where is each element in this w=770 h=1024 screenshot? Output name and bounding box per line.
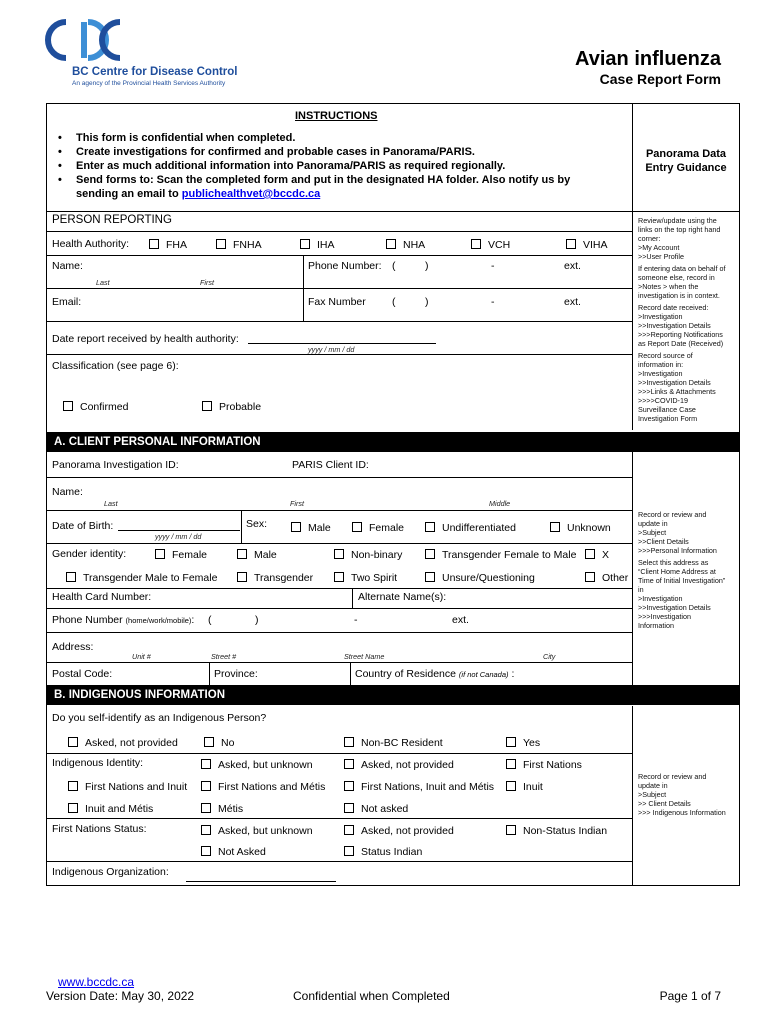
reporter-email-label: Email: bbox=[52, 296, 82, 308]
dob-hint: yyyy / mm / dd bbox=[155, 532, 202, 541]
fn-status-label: First Nations Status: bbox=[52, 823, 147, 835]
indigenous-identity-label: Indigenous Identity: bbox=[52, 757, 144, 769]
fn-status-indian-checkbox[interactable]: Status Indian bbox=[344, 846, 422, 858]
dob-label: Date of Birth: bbox=[52, 520, 114, 532]
ha-fha-checkbox[interactable]: FHA bbox=[149, 239, 187, 251]
ext-label: ext. bbox=[564, 260, 581, 272]
sex-label: Sex: bbox=[246, 518, 268, 530]
gender-tm2f-checkbox[interactable]: Transgender Male to Female bbox=[66, 572, 217, 584]
dash: - bbox=[354, 614, 358, 626]
probable-checkbox[interactable]: Probable bbox=[202, 401, 261, 413]
client-name-label: Name: bbox=[52, 486, 83, 498]
section-a-header: A. CLIENT PERSONAL INFORMATION bbox=[46, 432, 740, 452]
gender-other-checkbox[interactable]: Other bbox=[585, 572, 628, 584]
indigenous-org-field[interactable] bbox=[186, 881, 336, 882]
instructions-list bbox=[50, 131, 630, 201]
identity-fn-metis-checkbox[interactable]: First Nations and Métis bbox=[201, 781, 325, 793]
classification-label: Classification (see page 6): bbox=[52, 360, 179, 372]
postal-code-label: Postal Code: bbox=[52, 668, 113, 680]
dash: - bbox=[491, 296, 495, 308]
client-middle-hint: Middle bbox=[489, 499, 511, 508]
email-prefix: sending an email to bbox=[76, 188, 179, 200]
date-received-label: Date report received by health authority: bbox=[52, 333, 239, 345]
fn-asked-not-provided-checkbox[interactable]: Asked, not provided bbox=[344, 825, 454, 837]
gender-identity-label: Gender identity: bbox=[52, 548, 127, 560]
paren: ) bbox=[255, 614, 259, 626]
version-date: Version Date: May 30, 2022 bbox=[46, 989, 195, 1003]
indigenous-question: Do you self-identify as an Indigenous Person? bbox=[52, 712, 267, 724]
gender-tf2m-checkbox[interactable]: Transgender Female to Male bbox=[425, 549, 576, 561]
gender-female-checkbox[interactable]: Female bbox=[155, 549, 207, 561]
form-title: Avian influenza bbox=[575, 48, 721, 70]
identity-inuit-metis-checkbox[interactable]: Inuit and Métis bbox=[68, 803, 153, 815]
identity-fn-inuit-metis-checkbox[interactable]: First Nations, Inuit and Métis bbox=[344, 781, 494, 793]
selfid-asked-not-provided-checkbox[interactable]: Asked, not provided bbox=[68, 737, 178, 749]
bccdc-logo bbox=[44, 18, 124, 62]
ext-label: ext. bbox=[564, 296, 581, 308]
fn-asked-unknown-checkbox[interactable]: Asked, but unknown bbox=[201, 825, 313, 837]
reporter-fax-label: Fax Number bbox=[308, 296, 366, 308]
identity-asked-not-provided-checkbox[interactable]: Asked, not provided bbox=[344, 759, 454, 771]
date-received-hint: yyyy / mm / dd bbox=[308, 345, 355, 354]
paren: ( bbox=[208, 614, 212, 626]
ha-fnha-checkbox[interactable]: FNHA bbox=[216, 239, 262, 251]
identity-not-asked-checkbox[interactable]: Not asked bbox=[344, 803, 408, 815]
instruction-item: • This form is confidential when completed. bbox=[50, 131, 630, 145]
instructions-heading: INSTRUCTIONS bbox=[295, 110, 378, 122]
reporter-first-hint: First bbox=[200, 278, 214, 287]
instruction-item: • Send forms to: Scan the completed form and put in the designated HA folder. Also notify us by bbox=[50, 173, 630, 187]
sex-female-checkbox[interactable]: Female bbox=[352, 522, 404, 534]
gender-nonbinary-checkbox[interactable]: Non-binary bbox=[334, 549, 402, 561]
sex-unknown-checkbox[interactable]: Unknown bbox=[550, 522, 611, 534]
reporter-phone-label: Phone Number: bbox=[308, 260, 382, 272]
dash: - bbox=[491, 260, 495, 272]
ha-iha-checkbox[interactable]: IHA bbox=[300, 239, 335, 251]
org-tagline: An agency of the Provincial Health Services Authority bbox=[72, 80, 226, 87]
gender-x-checkbox[interactable]: X bbox=[585, 549, 609, 561]
country-label: Country of Residence (if not Canada) : bbox=[355, 668, 515, 680]
org-name: BC Centre for Disease Control bbox=[72, 66, 238, 78]
form-subtitle: Case Report Form bbox=[599, 71, 721, 87]
selfid-non-bc-checkbox[interactable]: Non-BC Resident bbox=[344, 737, 443, 749]
client-first-hint: First bbox=[290, 499, 304, 508]
identity-first-nations-checkbox[interactable]: First Nations bbox=[506, 759, 582, 771]
page-number: Page 1 of 7 bbox=[659, 989, 721, 1003]
ha-nha-checkbox[interactable]: NHA bbox=[386, 239, 425, 251]
selfid-yes-checkbox[interactable]: Yes bbox=[506, 737, 540, 749]
identity-metis-checkbox[interactable]: Métis bbox=[201, 803, 243, 815]
instruction-item: • Enter as much additional information into Panorama/PARIS as required regionally. bbox=[50, 159, 630, 173]
ha-vch-checkbox[interactable]: VCH bbox=[471, 239, 510, 251]
reporter-last-hint: Last bbox=[96, 278, 110, 287]
paris-id-label: PARIS Client ID: bbox=[292, 459, 369, 471]
person-reporting-heading: PERSON REPORTING bbox=[52, 214, 172, 226]
client-guidance: Record or review and update in >Subject >>Client Details >>>Personal Information Select this address as “Client Home Address at Time of Initial Investigation” in >Investigation >>Investigation Details >>>Investigation Information bbox=[638, 510, 726, 630]
addr-unit-hint: Unit # bbox=[132, 652, 151, 661]
paren: ( bbox=[392, 260, 396, 272]
section-b-header: B. INDIGENOUS INFORMATION bbox=[46, 685, 740, 705]
email-link[interactable]: publichealthvet@bccdc.ca bbox=[181, 188, 321, 200]
guidance-title: Panorama Data Entry Guidance bbox=[645, 148, 727, 174]
client-phone-label: Phone Number (home/work/mobile): bbox=[52, 614, 195, 626]
panorama-id-label: Panorama Investigation ID: bbox=[52, 459, 179, 471]
indigenous-guidance: Record or review and update in >Subject >> Client Details >>> Indigenous Information bbox=[638, 772, 726, 817]
health-authority-label: Health Authority: bbox=[52, 238, 130, 250]
province-label: Province: bbox=[214, 668, 258, 680]
paren: ) bbox=[425, 260, 429, 272]
paren: ( bbox=[392, 296, 396, 308]
addr-street-hint: Street Name bbox=[344, 652, 385, 661]
paren: ) bbox=[425, 296, 429, 308]
gender-unsure-checkbox[interactable]: Unsure/Questioning bbox=[425, 572, 535, 584]
client-last-hint: Last bbox=[104, 499, 118, 508]
fn-not-asked-checkbox[interactable]: Not Asked bbox=[201, 846, 266, 858]
identity-fn-inuit-checkbox[interactable]: First Nations and Inuit bbox=[68, 781, 187, 793]
sex-undifferentiated-checkbox[interactable]: Undifferentiated bbox=[425, 522, 516, 534]
sex-male-checkbox[interactable]: Male bbox=[291, 522, 331, 534]
instruction-item: • Create investigations for confirmed and probable cases in Panorama/PARIS. bbox=[50, 145, 630, 159]
identity-inuit-checkbox[interactable]: Inuit bbox=[506, 781, 543, 793]
address-label: Address: bbox=[52, 641, 94, 653]
website-link[interactable]: www.bccdc.ca bbox=[58, 975, 135, 989]
indigenous-org-label: Indigenous Organization: bbox=[52, 866, 169, 878]
addr-city-hint: City bbox=[543, 652, 556, 661]
alternate-names-label: Alternate Name(s): bbox=[358, 591, 447, 603]
dob-field[interactable] bbox=[118, 530, 240, 531]
health-card-label: Health Card Number: bbox=[52, 591, 152, 603]
gender-transgender-checkbox[interactable]: Transgender bbox=[237, 572, 313, 584]
ha-viha-checkbox[interactable]: VIHA bbox=[566, 239, 608, 251]
person-reporting-guidance: Review/update using the links on the top right hand corner: >My Account >>User Profile If entering data on behalf of someone else, record in >Notes > when the investigation is in context. Record date received: >Investigation >>Investigation Details >>>Reporting Notifications as Report Date (Received) Record source of information in: >Investigation >>Investigation Details >>>Links & Attachments >>>>COVID-19 Surveillance Case Investigation Form bbox=[638, 216, 726, 423]
confidential-footer: Confidential when Completed bbox=[293, 989, 450, 1003]
confirmed-checkbox[interactable]: Confirmed bbox=[63, 401, 128, 413]
ext-label: ext. bbox=[452, 614, 469, 626]
addr-street-no-hint: Street # bbox=[211, 652, 237, 661]
gender-two-spirit-checkbox[interactable]: Two Spirit bbox=[334, 572, 397, 584]
reporter-name-label: Name: bbox=[52, 260, 83, 272]
date-received-field[interactable] bbox=[248, 343, 436, 344]
fn-non-status-checkbox[interactable]: Non-Status Indian bbox=[506, 825, 607, 837]
selfid-no-checkbox[interactable]: No bbox=[204, 737, 234, 749]
gender-male-checkbox[interactable]: Male bbox=[237, 549, 277, 561]
identity-asked-unknown-checkbox[interactable]: Asked, but unknown bbox=[201, 759, 313, 771]
